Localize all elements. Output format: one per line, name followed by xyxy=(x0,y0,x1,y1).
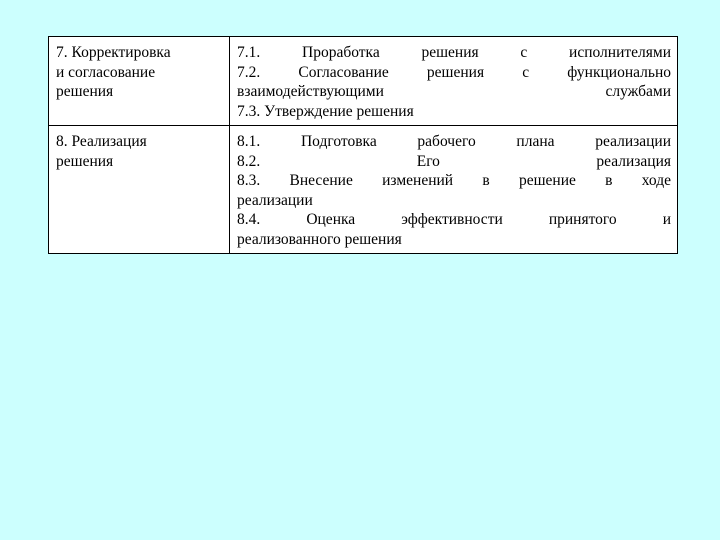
stages-table xyxy=(48,36,678,254)
task-line: 8.2. Его реализация xyxy=(237,152,671,170)
task-line: 7.3. Утверждение решения xyxy=(237,102,414,120)
task-line: реализованного решения xyxy=(237,230,402,248)
stage-cell xyxy=(49,37,230,126)
stages-table-body xyxy=(49,37,678,254)
stage-cell xyxy=(49,126,230,254)
stage-label-line: решения xyxy=(56,152,114,170)
task-line: 7.2. Согласование решения с функционально xyxy=(237,63,671,81)
tasks-cell xyxy=(230,126,678,254)
task-line: взаимодействующими службами xyxy=(237,83,671,100)
table-row xyxy=(49,126,678,254)
task-line: 7.1. Проработка решения с исполнителями xyxy=(237,44,671,61)
tasks-cell xyxy=(230,37,678,126)
task-line: 8.4. Оценка эффективности принятого и xyxy=(237,211,671,228)
task-line: 8.1. Подготовка рабочего плана реализации xyxy=(237,133,671,150)
task-line: реализации xyxy=(237,191,313,209)
stage-label-line: 7. Корректировка xyxy=(56,44,171,61)
table-row xyxy=(49,37,678,126)
stage-label-line: 8. Реализация xyxy=(56,133,147,150)
task-line: 8.3. Внесение изменений в решение в ходе xyxy=(237,172,671,189)
stage-label-line: решения xyxy=(56,83,114,100)
stage-label-line: и согласование xyxy=(56,63,156,81)
